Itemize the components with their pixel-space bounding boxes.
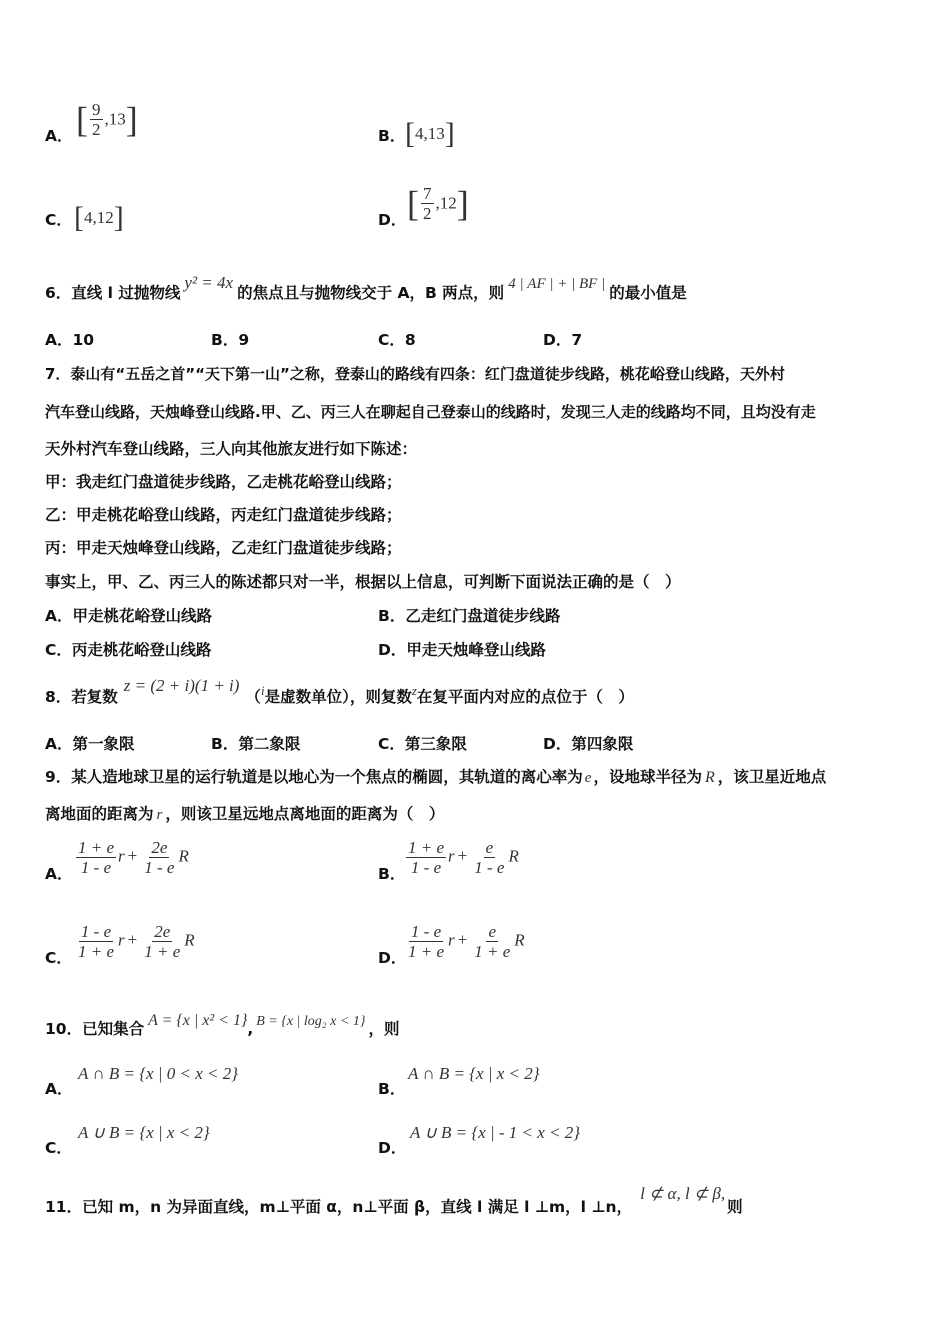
q9-d-r: r — [448, 930, 455, 950]
q9-a-r: r — [118, 846, 125, 866]
q7-statement-jia: 甲：我走红门盘道徒步线路，乙走桃花峪登山线路； — [45, 473, 402, 491]
q9-d-frac2-den: 1 + e — [474, 942, 511, 961]
q8-option-a: A．第一象限 — [45, 735, 135, 753]
q6-option-d: D．7 — [543, 331, 583, 349]
q6-text-a: 6．直线 l 过抛物线 — [45, 284, 181, 302]
q7-statement-yi: 乙：甲走桃花峪登山线路，丙走红门盘道徒步线路； — [45, 506, 402, 524]
q5-d-denominator: 2 — [423, 204, 432, 223]
q5-a-rest: ,13 — [104, 109, 126, 129]
q6-option-b: B．9 — [211, 331, 250, 349]
q5-option-a-label: A． — [45, 127, 73, 145]
q10-option-d-expr: A ∪ B = {x | - 1 < x < 2} — [410, 1123, 581, 1142]
q9-a-frac1-den: 1 - e — [80, 858, 112, 877]
q9-c-frac1-den: 1 + e — [78, 942, 115, 961]
q9-d-frac2-num: e — [488, 922, 497, 941]
q9-R-variable: R — [704, 769, 715, 786]
q9-text-a: 9．某人造地球卫星的运行轨道是以地心为一个焦点的椭圆，其轨道的离心率为 — [45, 768, 583, 786]
q10-option-b-label: B． — [378, 1080, 406, 1098]
q10-option-a-expr: A ∩ B = {x | 0 < x < 2} — [78, 1064, 239, 1083]
q5-option-b-expr: [4,13] — [405, 117, 455, 150]
q10-text-a: 10．已知集合 — [45, 1020, 145, 1038]
q7-question: 事实上，甲、乙、丙三人的陈述都只对一半，根据以上信息，可判断下面说法正确的是（ ） — [45, 573, 681, 591]
q9-a-frac2-num: 2e — [151, 838, 168, 857]
q9-option-a-label: A． — [45, 865, 73, 883]
q10-option-c-label: C． — [45, 1139, 72, 1157]
q8-text-a: 8．若复数 — [45, 688, 118, 706]
q9-a-R: R — [178, 846, 189, 866]
q8-text-b: （ — [245, 688, 261, 706]
q11-text-b: 则 — [727, 1198, 743, 1216]
q9-b-frac1-den: 1 - e — [410, 858, 442, 877]
q9-option-b-expr — [404, 838, 519, 877]
q5-a-denominator: 2 — [92, 120, 101, 139]
q9-c-frac1-num: 1 - e — [80, 922, 112, 941]
q9-a-frac2-den: 1 - e — [144, 858, 175, 877]
q5-d-numerator: 7 — [423, 184, 432, 203]
q8-option-c: C．第三象限 — [378, 735, 467, 753]
q5-option-c-label: C． — [45, 211, 72, 229]
q10-option-d-label: D． — [378, 1139, 407, 1157]
q9-a-plus: + — [127, 846, 138, 866]
q8-text-c: 是虚数单位），则复数 — [264, 688, 412, 706]
q11-formula: l ⊄ α, l ⊄ β, — [640, 1184, 726, 1203]
q11-text-a: 11．已知 m，n 为异面直线，m⊥平面 α，n⊥平面 β，直线 l 满足 l ⊥m，l ⊥n， — [45, 1198, 633, 1216]
q9-b-frac2-num: e — [485, 838, 494, 857]
q9-b-frac1-num: 1 + e — [408, 838, 445, 857]
q8-complex-formula: z = (2 + i)(1 + i) — [123, 676, 240, 695]
q9-option-d-label: D． — [378, 949, 407, 967]
q6-stem — [45, 273, 687, 304]
q7-line-3: 天外村汽车登山线路，三人向其他旅友进行如下陈述： — [45, 440, 418, 458]
q9-c-r: r — [118, 930, 125, 950]
q9-option-d-expr — [404, 922, 525, 961]
q9-text-c: ，该卫星近地点 — [717, 768, 827, 786]
q9-text-e: ，则该卫星远地点离地面的距离为（ ） — [165, 805, 445, 823]
q7-option-c: C．丙走桃花峪登山线路 — [45, 641, 212, 659]
q11-stem — [45, 1184, 743, 1217]
q6-text-c: 的最小值是 — [609, 284, 687, 302]
q9-d-R: R — [514, 930, 525, 950]
q9-c-frac2-num: 2e — [154, 922, 171, 941]
q9-b-R: R — [508, 846, 519, 866]
q7-option-a: A．甲走桃花峪登山线路 — [45, 607, 212, 625]
q5-option-b-label: B． — [378, 127, 406, 145]
q5-option-d-label: D． — [378, 211, 407, 229]
q8-option-b: B．第二象限 — [211, 735, 301, 753]
q9-option-c-expr — [74, 922, 195, 961]
q10-comma: , — [247, 1020, 254, 1038]
q6-parabola-formula: y² = 4x — [184, 273, 234, 292]
q9-b-plus: + — [457, 846, 468, 866]
q9-d-frac1-num: 1 - e — [410, 922, 442, 941]
q5-c-interval: 4,12 — [84, 208, 114, 227]
q10-set-a: A = {x | x² < 1} — [148, 1012, 248, 1029]
q6-expression: 4 | AF | + | BF | — [508, 276, 606, 292]
q5-a-numerator: 9 — [92, 100, 101, 119]
q5-option-a-expr: [ $\frac{9}{2}$ ,13] — [76, 99, 138, 140]
q9-d-plus: + — [457, 930, 468, 950]
q9-c-frac2-den: 1 + e — [144, 942, 181, 961]
q5-option-d-expr: [ $\frac{7}{2}$ ,12] — [407, 183, 469, 224]
q5-b-interval: 4,13 — [415, 124, 445, 143]
q8-z-variable: z — [411, 683, 417, 698]
q10-option-a-label: A． — [45, 1080, 73, 1098]
q9-text-d: 离地面的距离为 — [45, 805, 154, 823]
q9-c-R: R — [184, 930, 195, 950]
q10-option-b-expr: A ∩ B = {x | x < 2} — [408, 1064, 540, 1083]
q10-set-b: B = {x | log₂ x < 1} — [256, 1014, 366, 1029]
q8-stem — [45, 676, 634, 708]
q10-text-b: ，则 — [368, 1020, 400, 1038]
q9-line-1 — [45, 767, 826, 788]
q9-option-b-label: B． — [378, 865, 406, 883]
q5-option-c-expr: [4,12] — [74, 201, 124, 234]
q7-line-2: 汽车登山线路，天烛峰登山线路.甲、乙、丙三人在聊起自己登泰山的线路时，发现三人走的线路均不同，且均没有走 — [45, 403, 816, 421]
q9-option-a-expr — [74, 838, 189, 877]
q9-e-variable: e — [584, 770, 592, 786]
q9-text-b: ，设地球半径为 — [593, 768, 702, 786]
q6-text-b: 的焦点且与抛物线交于 A，B 两点，则 — [237, 284, 505, 302]
q9-line-2 — [45, 804, 444, 825]
q8-text-d: 在复平面内对应的点位于（ ） — [416, 688, 634, 706]
q9-d-frac1-den: 1 + e — [408, 942, 445, 961]
q9-r-variable: r — [156, 807, 163, 823]
q9-b-frac2-den: 1 - e — [474, 858, 505, 877]
q7-statement-bing: 丙：甲走天烛峰登山线路，乙走红门盘道徒步线路； — [45, 539, 402, 557]
q9-c-plus: + — [127, 930, 138, 950]
q9-b-r: r — [448, 846, 455, 866]
q10-option-c-expr: A ∪ B = {x | x < 2} — [78, 1123, 210, 1142]
q10-stem — [45, 1012, 400, 1041]
q8-i-variable: i — [260, 683, 265, 698]
q6-option-a: A．10 — [45, 331, 95, 349]
q8-option-d: D．第四象限 — [543, 735, 634, 753]
q6-option-c: C．8 — [378, 331, 416, 349]
q7-option-d: D．甲走天烛峰登山线路 — [378, 641, 546, 659]
q5-d-rest: ,12 — [435, 193, 457, 213]
q7-line-1: 7．泰山有“五岳之首”“天下第一山”之称，登泰山的路线有四条：红门盘道徒步线路，桃花峪登山线路，天外村 — [45, 365, 785, 383]
q7-option-b: B．乙走红门盘道徒步线路 — [378, 607, 561, 625]
q9-option-c-label: C． — [45, 949, 72, 967]
q9-a-frac1-num: 1 + e — [78, 838, 115, 857]
